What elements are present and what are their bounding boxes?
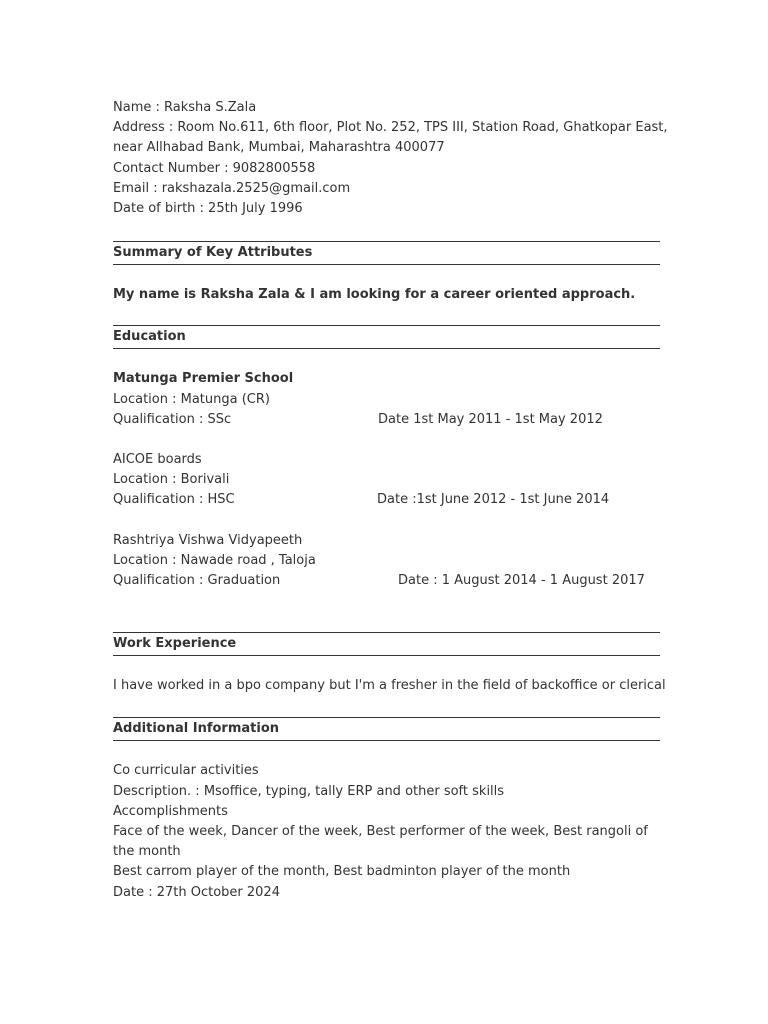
summary-text: My name is Raksha Zala & I am looking for a career oriented approach.: [113, 287, 636, 303]
qualification-date: Date : 1 August 2014 - 1 August 2017: [398, 573, 645, 589]
awards-line-1: Face of the week, Dancer of the week, Best performer of the week, Best rangoli of the month: [113, 824, 648, 860]
description-line: Description. : Msoffice, typing, tally ERP and other soft skills: [113, 783, 505, 799]
qualification: Qualification : HSC: [113, 492, 235, 508]
qualification-row: [113, 571, 660, 591]
education-heading: Education: [113, 325, 660, 349]
document-date: Date : 27th October 2024: [113, 884, 280, 900]
date-of-birth-line: Date of birth : 25th July 1996: [113, 201, 303, 217]
awards-line-2: Best carrom player of the month, Best badminton player of the month: [113, 864, 571, 880]
education-entry-1: [113, 369, 660, 430]
address-line-1: Address : Room No.611, 6th floor, Plot No. 252, TPS III, Station Road, Ghatkopar East,: [113, 120, 668, 136]
institution-location: Location : Nawade road , Taloja: [113, 552, 316, 568]
institution-location: Location : Borivali: [113, 472, 230, 488]
cocurricular-label: Co curricular activities: [113, 763, 259, 779]
qualification-row: [113, 490, 660, 510]
education-entry-2: [113, 450, 660, 511]
resume-page: [113, 98, 668, 903]
contact-number-line: Contact Number : 9082800558: [113, 160, 316, 176]
education-entry-3: [113, 531, 660, 592]
email-line: Email : rakshazala.2525@gmail.com: [113, 180, 351, 196]
work-experience-text: I have worked in a bpo company but I'm a fresher in the field of backoffice or clerical: [113, 678, 666, 694]
institution-location: Location : Matunga (CR): [113, 391, 270, 407]
contact-block: [113, 98, 668, 219]
address-line-2: near Allhabad Bank, Mumbai, Maharashtra 400077: [113, 140, 445, 156]
institution-name: Matunga Premier School: [113, 371, 294, 387]
qualification: Qualification : SSc: [113, 411, 232, 427]
name-line: Name : Raksha S.Zala: [113, 100, 257, 115]
additional-information-heading: Additional Information: [113, 717, 660, 741]
qualification: Qualification : Graduation: [113, 573, 281, 589]
qualification-date: Date 1st May 2011 - 1st May 2012: [378, 411, 603, 427]
qualification-date: Date :1st June 2012 - 1st June 2014: [377, 492, 610, 508]
institution-name: Rashtriya Vishwa Vidyapeeth: [113, 532, 303, 548]
accomplishments-label: Accomplishments: [113, 803, 228, 819]
work-experience-heading: Work Experience: [113, 632, 660, 656]
institution-name: AICOE boards: [113, 452, 202, 468]
qualification-row: [113, 410, 660, 430]
summary-heading: Summary of Key Attributes: [113, 241, 660, 265]
